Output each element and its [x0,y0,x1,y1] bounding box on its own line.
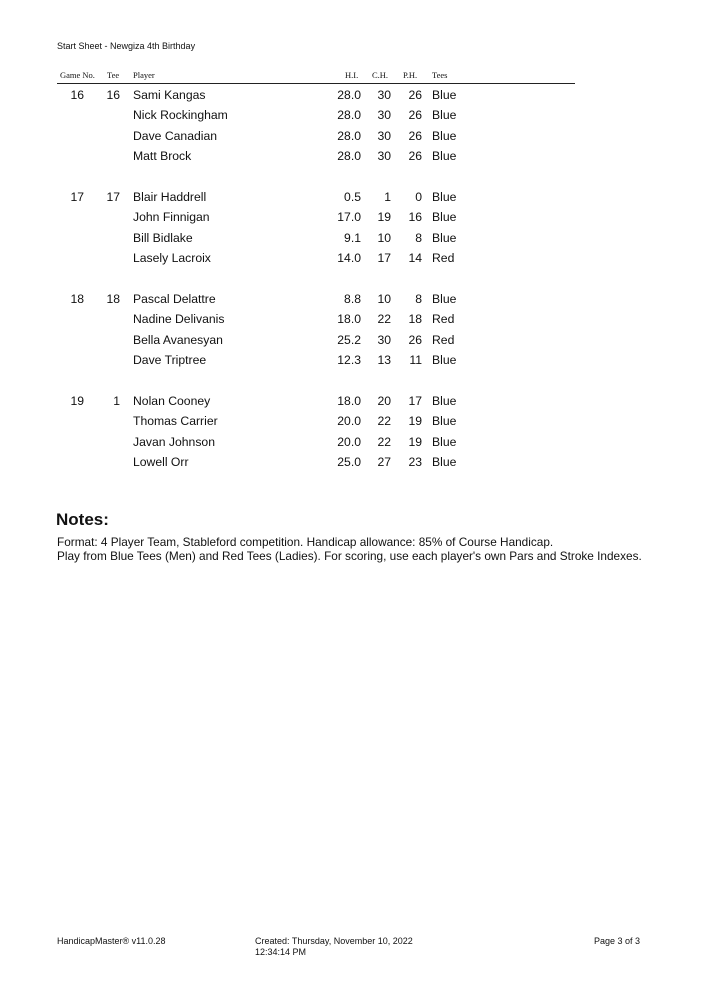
course-handicap: 30 [377,149,391,164]
tee-color: Blue [432,394,457,408]
game-number: 19 [70,394,84,408]
column-header-ch: C.H. [372,70,389,80]
player-name: Dave Triptree [133,353,207,368]
playing-handicap: 26 [408,332,422,347]
course-handicap: 17 [377,251,391,266]
player-name: John Finnigan [133,210,210,225]
player-name: Blair Haddrell [133,190,207,204]
course-handicap: 10 [377,292,391,306]
handicap-index: 8.8 [344,292,361,306]
playing-handicap: 23 [408,455,422,470]
course-handicap: 20 [377,394,391,408]
tee-number: 1 [113,394,120,408]
player-name: Matt Brock [133,149,192,164]
playing-handicap: 8 [415,292,422,306]
player-name: Bill Bidlake [133,230,193,245]
notes-title: Notes: [56,510,109,529]
tee-color: Blue [432,108,457,123]
player-name: Nadine Delivanis [133,312,225,327]
handicap-index: 25.2 [337,332,361,347]
playing-handicap: 19 [408,414,422,429]
footer-created-date: Created: Thursday, November 10, 2022 [255,936,413,946]
handicap-index: 12.3 [337,353,361,368]
handicap-index: 28.0 [337,88,361,102]
footer-page-number: Page 3 of 3 [594,936,641,946]
handicap-index: 20.0 [337,434,361,449]
handicap-index: 20.0 [337,414,361,429]
handicap-index: 28.0 [337,128,361,143]
player-name: Sami Kangas [133,88,206,102]
tee-color: Blue [432,230,457,245]
tee-number: 18 [106,292,120,306]
course-handicap: 22 [377,312,391,327]
column-header-player: Player [133,70,155,80]
handicap-index: 18.0 [337,394,361,408]
course-handicap: 30 [377,108,391,123]
tee-color: Blue [432,455,457,470]
playing-handicap: 14 [408,251,422,266]
playing-handicap: 19 [408,434,422,449]
tee-number: 17 [106,190,120,204]
playing-handicap: 26 [408,149,422,164]
tee-color: Blue [432,190,457,204]
footer-app-version: HandicapMaster® v11.0.28 [57,936,166,946]
column-header-game-no: Game No. [60,70,95,80]
column-header-tee: Tee [107,70,120,80]
game-number: 18 [70,292,84,306]
playing-handicap: 17 [408,394,422,408]
handicap-index: 28.0 [337,108,361,123]
playing-handicap: 18 [408,312,422,327]
course-handicap: 13 [377,353,391,368]
player-name: Bella Avanesyan [133,332,223,347]
tee-color: Blue [432,353,457,368]
notes-line-format: Format: 4 Player Team, Stableford competition. Handicap allowance: 85% of Course Handicap. [57,535,554,549]
tee-color: Blue [432,210,457,225]
footer-created [255,936,413,958]
handicap-index: 18.0 [337,312,361,327]
column-header-hi: H.I. [345,70,359,80]
handicap-index: 17.0 [337,210,361,225]
tee-number: 16 [106,88,120,102]
course-handicap: 22 [377,414,391,429]
playing-handicap: 8 [415,230,422,245]
course-handicap: 30 [377,332,391,347]
playing-handicap: 11 [409,353,422,368]
header-divider [57,83,575,84]
document-title: Start Sheet - Newgiza 4th Birthday [57,41,196,51]
tee-color: Red [432,332,455,347]
handicap-index: 28.0 [337,149,361,164]
player-name: Javan Johnson [133,434,215,449]
course-handicap: 1 [384,190,391,204]
player-name: Pascal Delattre [133,292,216,306]
column-header-tees: Tees [432,70,448,80]
tee-color: Red [432,251,455,266]
playing-handicap: 16 [408,210,422,225]
handicap-index: 9.1 [344,230,361,245]
player-name: Lasely Lacroix [133,251,211,266]
tee-color: Blue [432,149,457,164]
course-handicap: 19 [377,210,391,225]
player-name: Nick Rockingham [133,108,228,123]
playing-handicap: 26 [408,108,422,123]
player-name: Dave Canadian [133,128,218,143]
tee-color: Blue [432,414,457,429]
game-number: 16 [70,88,84,102]
playing-handicap: 0 [415,190,422,204]
tee-color: Blue [432,434,457,449]
course-handicap: 27 [377,455,391,470]
tee-color: Blue [432,292,457,306]
course-handicap: 10 [377,230,391,245]
handicap-index: 14.0 [337,251,361,266]
playing-handicap: 26 [408,88,422,102]
player-name: Nolan Cooney [133,394,211,408]
player-name: Thomas Carrier [133,414,218,429]
tee-color: Blue [432,128,457,143]
player-name: Lowell Orr [133,455,189,470]
footer-created-time: 12:34:14 PM [255,947,307,957]
handicap-index: 0.5 [344,190,361,204]
course-handicap: 22 [377,434,391,449]
tee-color: Blue [432,88,457,102]
tee-color: Red [432,312,455,327]
notes-line-tees: Play from Blue Tees (Men) and Red Tees (Ladies). For scoring, use each player's own Pars and Stroke Indexes. [57,549,642,563]
course-handicap: 30 [377,88,391,102]
handicap-index: 25.0 [337,455,361,470]
course-handicap: 30 [377,128,391,143]
playing-handicap: 26 [408,128,422,143]
game-number: 17 [70,190,84,204]
column-header-ph: P.H. [403,70,418,80]
